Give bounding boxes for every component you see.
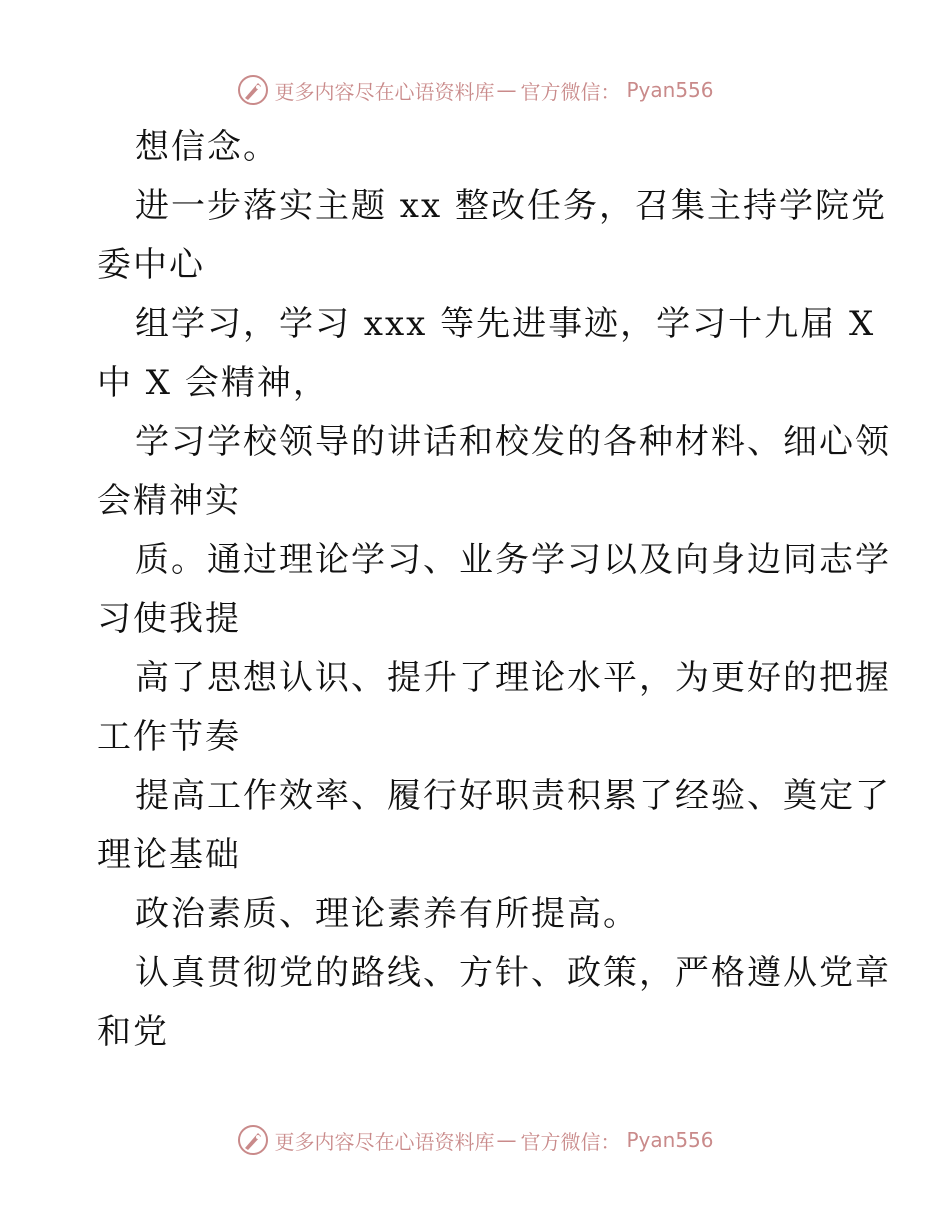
text-line: 学习学校领导的讲话和校发的各种材料、细心领: [135, 422, 891, 462]
watermark-dash: —: [496, 1128, 517, 1152]
text-line: 想信念。: [135, 127, 279, 167]
text-line: 提高工作效率、履行好职责积累了经验、奠定了: [135, 776, 891, 816]
text-line: 会精神实: [97, 481, 241, 521]
pen-nib-logo-icon: [236, 1123, 270, 1157]
text-line: 工作节奏: [97, 717, 241, 757]
watermark-text: 更多内容尽在心语资料库: [274, 1129, 495, 1154]
text-line: 习使我提: [97, 599, 241, 639]
watermark-label: 官方微信：: [520, 79, 621, 104]
text-line: 进一步落实主题 xx 整改任务，召集主持学院党: [135, 186, 887, 226]
pen-nib-logo-icon: [236, 73, 270, 107]
text-line: 委中心: [97, 245, 205, 285]
text-line: 组学习，学习 xxx 等先进事迹，学习十九届 X: [135, 304, 876, 344]
text-line: 理论基础: [97, 835, 241, 875]
document-body: [97, 118, 891, 1062]
watermark-wechat-id: Pyan556: [626, 1128, 714, 1152]
watermark-text: 更多内容尽在心语资料库: [274, 79, 495, 104]
text-line: 中 X 会精神，: [97, 363, 329, 403]
watermark-wechat-id: Pyan556: [626, 78, 714, 102]
text-line: 政治素质、理论素养有所提高。: [135, 894, 639, 934]
watermark-dash: —: [496, 78, 517, 102]
watermark-label: 官方微信：: [520, 1129, 621, 1154]
text-line: 质。通过理论学习、业务学习以及向身边同志学: [135, 540, 891, 580]
text-line: 认真贯彻党的路线、方针、政策，严格遵从党章: [135, 953, 891, 993]
footer-watermark: [0, 1120, 950, 1160]
header-watermark: [0, 70, 950, 110]
text-line: 和党: [97, 1012, 169, 1052]
text-line: 高了思想认识、提升了理论水平，为更好的把握: [135, 658, 891, 698]
